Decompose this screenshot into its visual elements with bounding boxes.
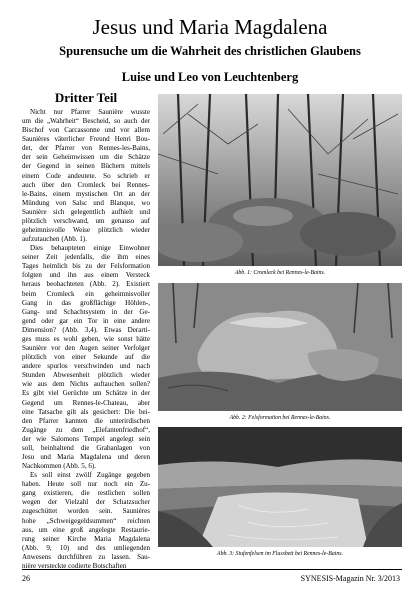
magazine-issue: SYNESIS-Magazin Nr. 3/2013 <box>300 574 400 583</box>
body-text-line: Saunière vor den Augen seiner Verfolger <box>22 344 150 353</box>
body-text-line: aus, um eine groß angelegte Restaurie- <box>22 525 150 534</box>
body-text-line: um die „Wahrheit“ Bescheid, so auch der <box>22 117 150 126</box>
body-text-line: gang existieren, die restlichen sollen <box>22 489 150 498</box>
body-text-line: soll, beinhaltend die Grabanlagen von <box>22 443 150 452</box>
body-text-line: der sein Geheimwissen um die Schätze <box>22 153 150 162</box>
body-text-line: Gang- und Schachtsystem in der Ge- <box>22 307 150 316</box>
body-text-line: hohe „Schweigegeldsummen“ reichten <box>22 516 150 525</box>
body-text-line: wie aus dem Nichts auftauchen sollen? <box>22 380 150 389</box>
body-text-line: Bischof von Carcassonne und vor allem <box>22 126 150 135</box>
part-heading: Dritter Teil <box>54 90 118 105</box>
body-text-line: eine Tatsache gilt als gesichert: Die bei- <box>22 407 150 416</box>
body-text-line: aufzutauchen (Abb. 1). <box>22 235 87 244</box>
body-text-line: Dies behaupteten einige Einwohner <box>30 244 150 253</box>
body-text-line: Saunières väterlicher Freund Henri Bou- <box>22 135 150 144</box>
body-text-line: zugeschüttet worden sein. Saunières <box>22 507 150 516</box>
body-text-line: rung seiner Kirche Maria Magdalena <box>22 534 150 543</box>
body-text-line: der wie Salomons Tempel angelegt sein <box>22 434 150 443</box>
body-text-line: le-Bains, einem mystischen Ort an der <box>22 189 150 198</box>
figure-3-caption: Abb. 3: Stufenfelsen im Flussbett bei Rennes-le-Bains. <box>217 551 343 557</box>
body-text-line: geheimnisvolle Weise plötzlich wieder <box>22 226 150 235</box>
body-text-line: Nachkommen (Abb. 5, 6). <box>22 462 96 471</box>
body-text-line: seiner Zeit jedenfalls, die ihm eines <box>22 253 150 262</box>
rock-formation-photo <box>158 283 402 411</box>
body-text-line: Jesu und Maria Magdalena und deren <box>22 452 150 461</box>
figure-2-photo <box>158 283 402 411</box>
body-text-line: Gang in das großflächige Höhlen-, <box>22 298 150 307</box>
body-text-line: folgten und ihn aus einem Versteck <box>22 271 150 280</box>
figure-2-caption: Abb. 2: Felsformation bei Rennes-le-Bains. <box>229 415 331 421</box>
body-text-line: det, der Pfarrer von Rennes-les-Bains, <box>22 144 150 153</box>
body-text-line: Saunière sich gelegentlich aufhielt und <box>22 207 150 216</box>
body-text-line: andere spurlos verschwinden und nach <box>22 362 150 371</box>
page-number: 26 <box>22 574 30 583</box>
body-text-line: ges muss es wohl geben, wie sonst hätte <box>22 334 150 343</box>
figure-1-photo <box>158 94 402 266</box>
body-text-line: Es soll einst zwölf Zugänge gegeben <box>30 471 150 480</box>
body-text-line: heraus beobachteten (Abb. 2). Existiert <box>22 280 150 289</box>
body-text-line: Mündung von Salsc und Blanque, wo <box>22 198 150 207</box>
body-text-line: Stunden Abwesenheit plötzlich wieder <box>22 371 150 380</box>
riverbed-photo <box>158 427 402 547</box>
body-text-line: Nicht nur Pfarrer Saunière wusste <box>30 108 150 116</box>
body-text-line: einem Code andeutete. So schrieb er <box>22 171 150 180</box>
body-text-line: Dimension? (Abb. 3,4). Etwas Derarti- <box>22 325 150 334</box>
body-text-line: der Gegend in seinen Büchern mittels <box>22 162 150 171</box>
figure-3-photo <box>158 427 402 547</box>
article-subtitle: Spurensuche um die Wahrheit des christlichen Glaubens <box>59 44 361 58</box>
body-text-line: plötzlich von einer Sekunde auf die <box>22 353 150 362</box>
body-text-line: Es gibt viel Gerüchte um Schätze in der <box>22 389 150 398</box>
figure-1-caption: Abb. 1: Cromleck bei Rennes-le-Bains. <box>234 270 326 276</box>
body-text-line: beim Cromleck ein geheimnisvoller <box>22 289 150 298</box>
body-text-line: Anwesens durchführen zu lassen. Sau- <box>22 552 150 561</box>
body-text-line: wegen der Vielzahl der Schatzsucher <box>22 498 150 507</box>
body-text-line: auch über den Cromleck bei Rennes- <box>22 180 150 189</box>
body-text-line: Tages heimlich bis zu der Felsformation <box>22 262 150 271</box>
body-text-line: haben. Heute soll nur noch ein Zu- <box>22 480 150 489</box>
body-text-line: Zugänge zu dem „Elefantenfriedhof“, <box>22 425 150 434</box>
article-title: Jesus und Maria Magdalena <box>92 15 328 39</box>
body-text-column <box>22 108 150 571</box>
body-text-line: den Pfarrer kannten die unterirdischen <box>22 416 150 425</box>
body-text-line: gend oder gar ein Tor in eine andere <box>22 316 150 325</box>
body-text-line: nière versteckte codierte Botschaften <box>22 561 127 570</box>
body-text-line: Gegend um Rennes-le-Chateau, aber <box>22 398 150 407</box>
body-text-line: (Abb. 9, 10) und des umliegenden <box>22 543 150 552</box>
forest-rocks-photo <box>158 94 402 266</box>
footer-rule <box>22 569 402 570</box>
article-authors: Luise und Leo von Leuchtenberg <box>121 70 299 84</box>
body-text-line: plötzlich verschwand, um genauso auf <box>22 216 150 225</box>
